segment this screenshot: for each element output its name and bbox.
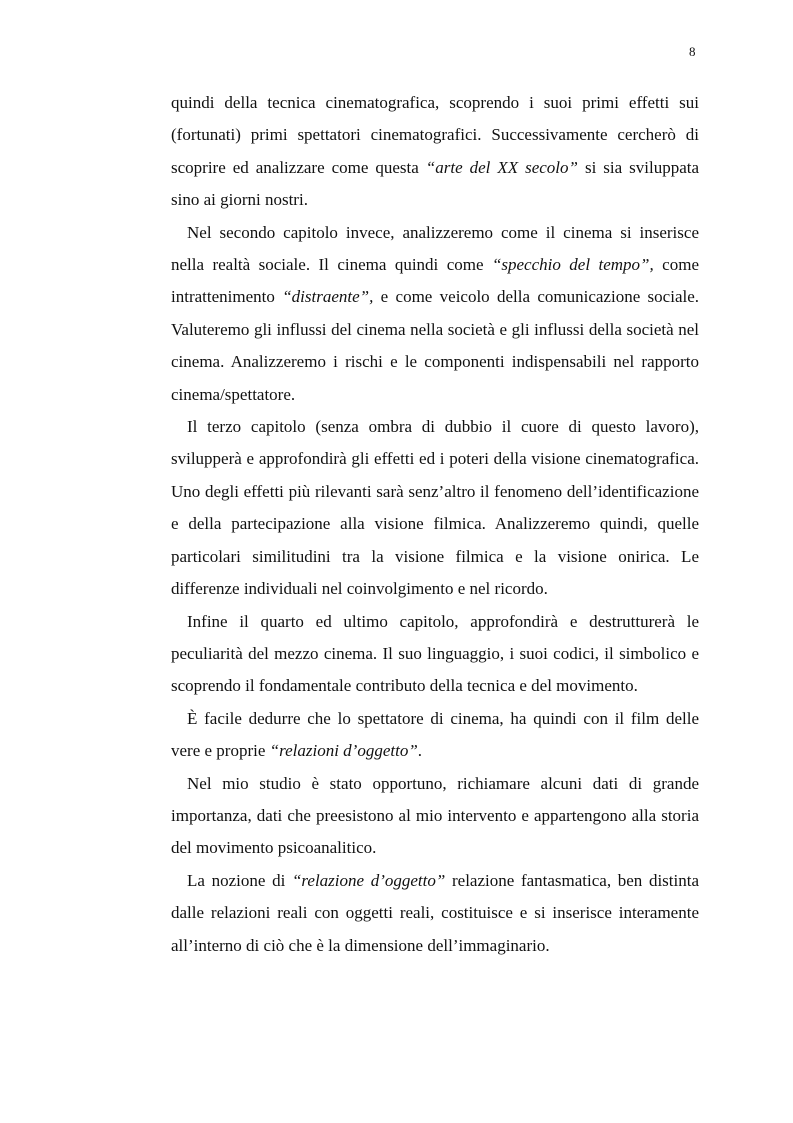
text-segment: Infine il quarto ed ultimo capitolo, approfondirà e destrutturerà le peculiarità del mezzo cinema. Il suo linguaggio, i suoi codici, il simbolico e scoprendo il fondamentale contributo della tecnica e del movimento. xyxy=(171,611,699,696)
paragraph xyxy=(171,703,699,768)
text-segment: Il terzo capitolo (senza ombra di dubbio il cuore di questo lavoro), svilupperà e approfondirà gli effetti ed i poteri della visione cinematografica. Uno degli effetti più rilevanti sarà senz’altro il fenomeno dell’identificazione e della partecipazione alla visione filmica. Analizzeremo quindi, quelle particolari similitudini tra la visione filmica e la visione onirica. Le differenze individuali nel coinvolgimento e nel ricordo. xyxy=(171,417,699,599)
text-segment: relazione fantasmatica, ben distinta dalle relazioni reali con oggetti reali, costituisce e si inserisce interamente all’interno di ciò che è la dimensione dell’immaginario. xyxy=(171,870,700,955)
text-segment: quindi della tecnica cinematografica, scoprendo i suoi primi effetti sui (fortunati) primi spettatori cinematografici. Successivamente cercherò di scoprire ed analizzare come questa xyxy=(171,93,699,177)
paragraph xyxy=(171,865,699,962)
paragraph xyxy=(171,411,699,605)
paragraph xyxy=(171,87,699,217)
text-segment: La nozione di xyxy=(187,870,292,890)
italic-quote: “arte del XX secolo” xyxy=(425,157,578,177)
paragraph xyxy=(171,217,699,411)
text-segment: Nel mio studio è stato opportuno, richiamare alcuni dati di grande importanza, dati che preesistono al mio intervento e appartengono alla storia del movimento psicoanalitico. xyxy=(171,773,699,858)
text-segment: si sia sviluppata sino ai giorni nostri. xyxy=(171,157,700,210)
text-segment: . xyxy=(417,741,423,761)
text-segment: come intrattenimento xyxy=(171,255,699,307)
paragraph xyxy=(171,768,699,865)
paragraph xyxy=(171,606,699,703)
italic-quote: “specchio del tempo”, xyxy=(491,255,654,275)
body-text xyxy=(171,87,699,962)
italic-quote: “distraente”, xyxy=(282,287,374,307)
italic-quote: “relazioni d’oggetto” xyxy=(269,741,418,761)
italic-quote: “relazione d’oggetto” xyxy=(291,870,446,890)
text-segment: e come veicolo della comunicazione sociale. Valuteremo gli influssi del cinema nella società e gli influssi della società nel cinema. Analizzeremo i rischi e le componenti indispensabili nel rapporto cinema/spettatore. xyxy=(171,287,700,404)
text-segment: Nel secondo capitolo invece, analizzeremo come il cinema si inserisce nella realtà sociale. Il cinema quindi come xyxy=(171,222,699,275)
page-number: 8 xyxy=(689,44,696,59)
text-segment: È facile dedurre che lo spettatore di cinema, ha quindi con il film delle vere e proprie xyxy=(171,708,699,761)
